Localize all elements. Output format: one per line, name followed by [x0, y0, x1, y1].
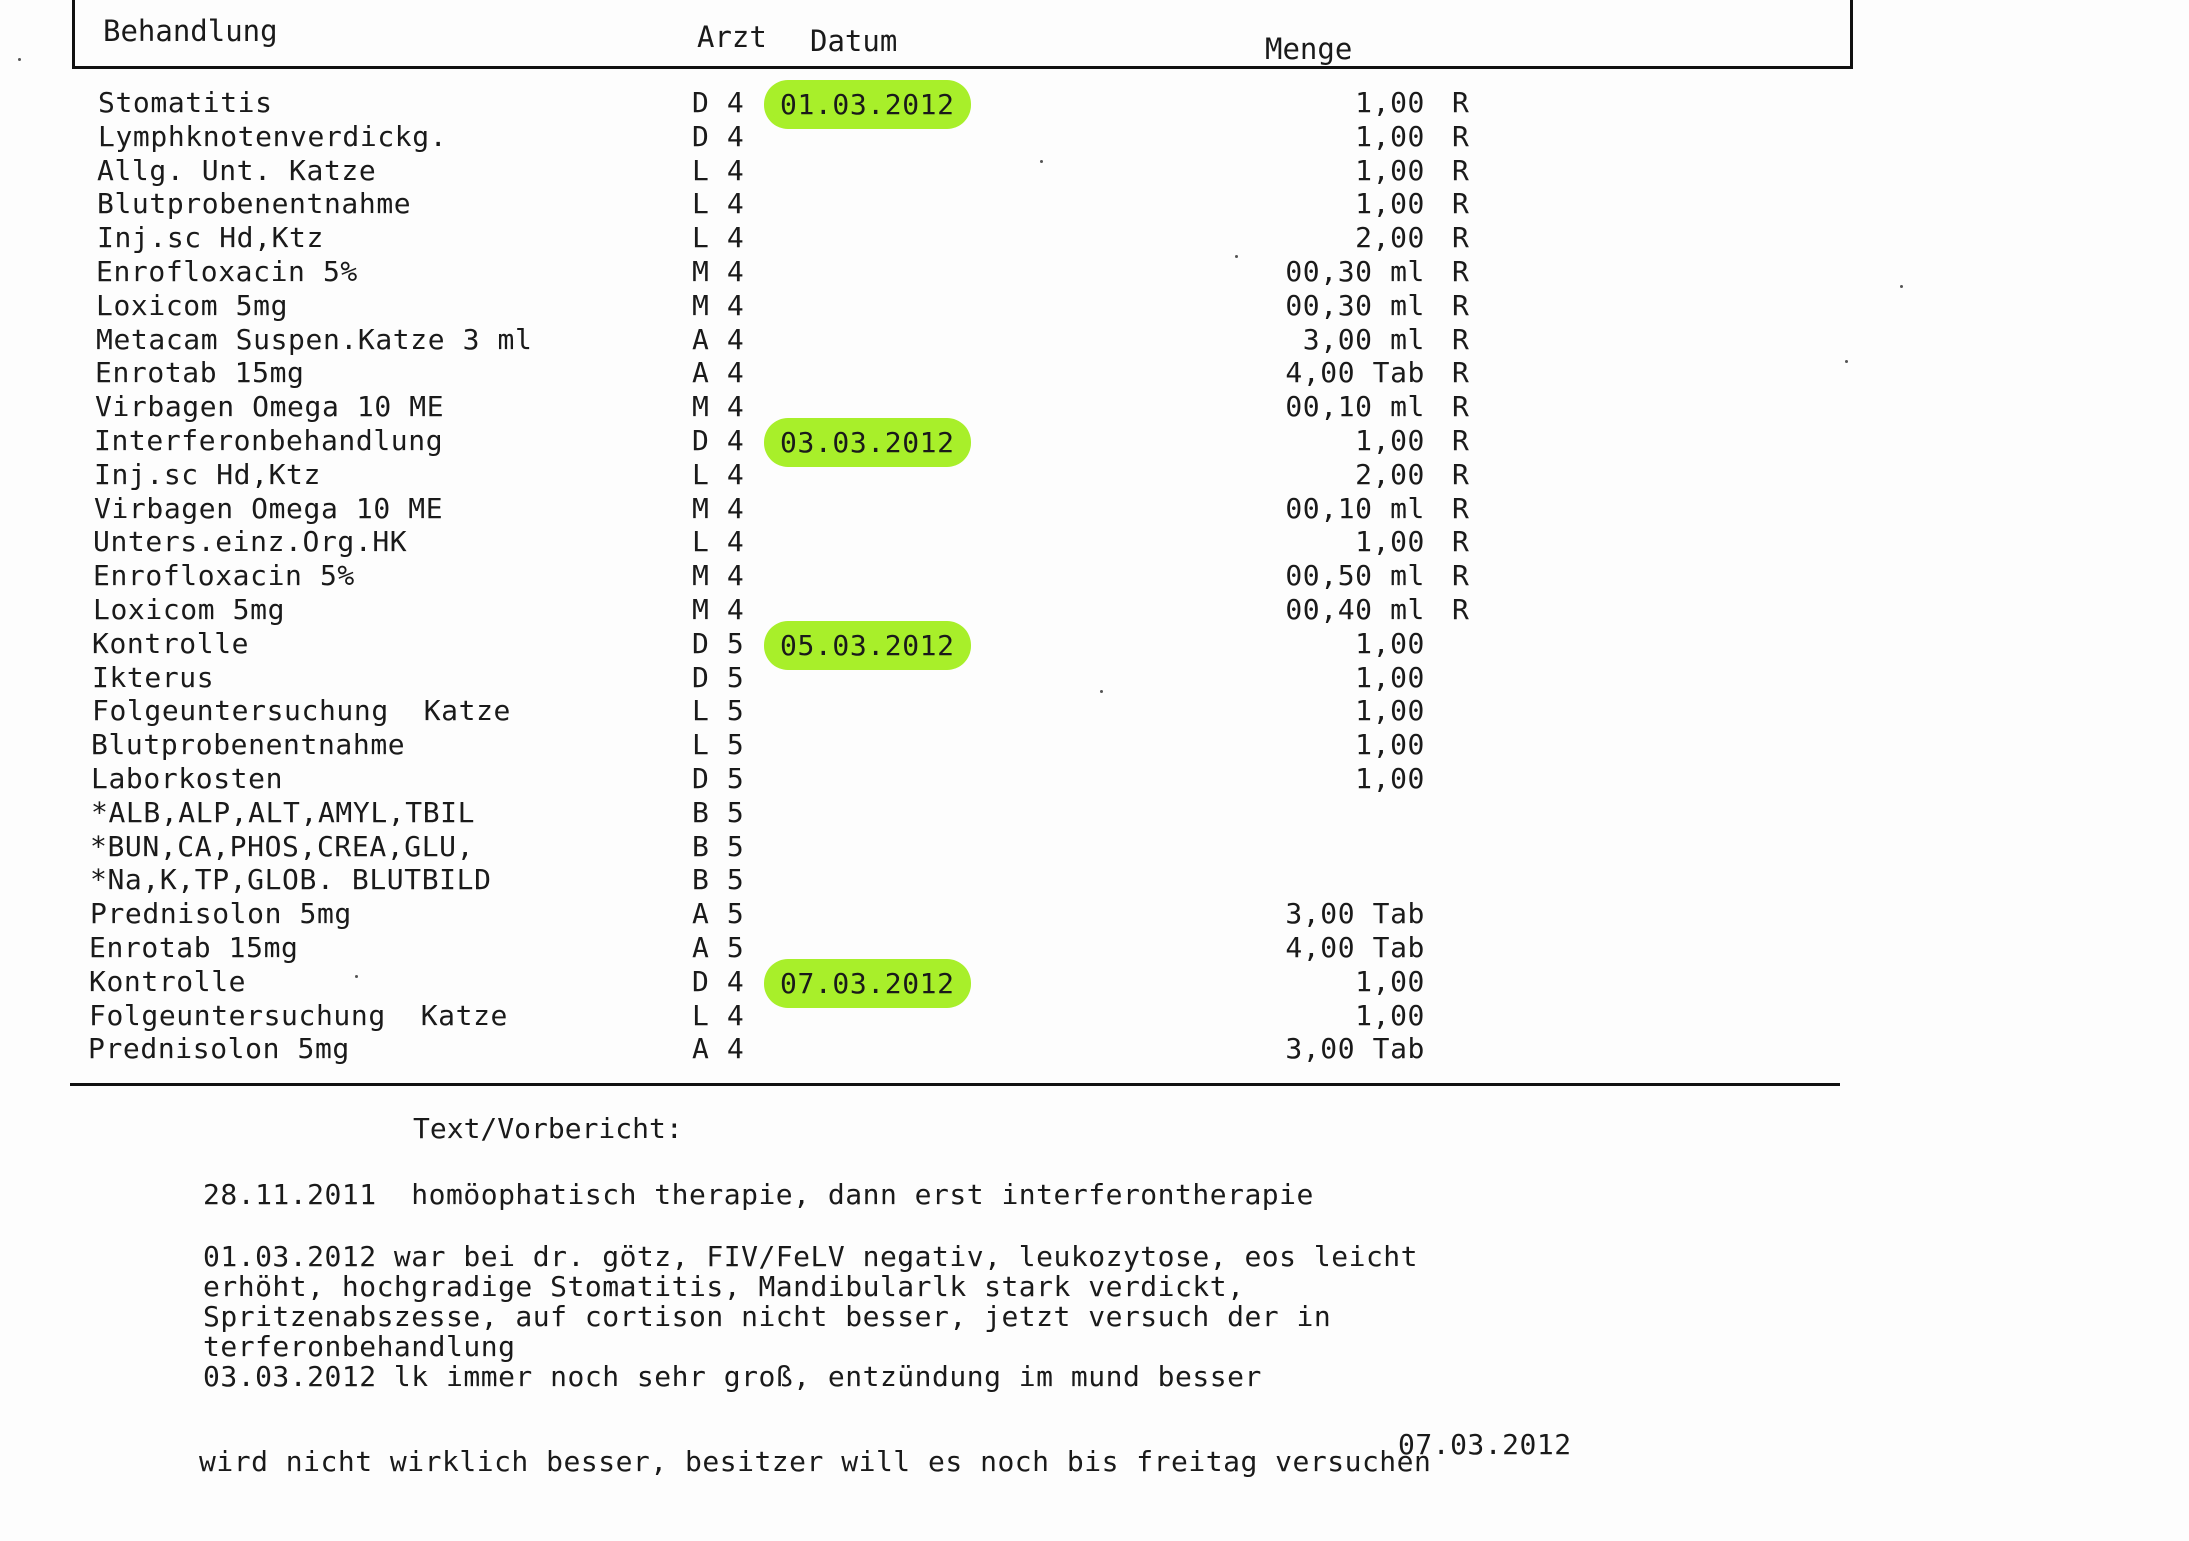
row-behandlung: Virbagen Omega 10 ME	[95, 390, 445, 424]
row-arzt: M 4	[692, 288, 745, 322]
table-row	[0, 86, 1500, 120]
row-r-flag: R	[1452, 86, 1470, 119]
row-menge: 00,30 ml	[1285, 255, 1425, 288]
table-row	[0, 627, 1500, 661]
scan-speck	[1845, 360, 1848, 363]
table-header	[72, 0, 1853, 69]
row-arzt: D 4	[692, 964, 745, 998]
scan-speck	[355, 975, 358, 978]
note-date-right: 07.03.2012	[1398, 1428, 1572, 1461]
row-menge: 1,00	[1355, 424, 1425, 457]
row-behandlung: Blutprobenentnahme	[97, 187, 412, 221]
table-row	[0, 863, 1500, 897]
scan-speck	[1235, 255, 1238, 258]
row-behandlung: Kontrolle	[89, 964, 247, 998]
row-menge: 1,00	[1355, 525, 1425, 559]
table-row	[0, 289, 1500, 323]
scan-speck	[18, 58, 21, 61]
row-arzt: M 4	[692, 559, 745, 593]
header-menge: Menge	[1265, 32, 1353, 66]
row-arzt: L 5	[692, 694, 745, 728]
row-r-flag: R	[1452, 424, 1470, 457]
row-r-flag: R	[1452, 525, 1470, 559]
table-row	[0, 830, 1500, 864]
row-r-flag: R	[1452, 288, 1470, 322]
header-datum: Datum	[810, 24, 898, 58]
row-behandlung: *ALB,ALP,ALT,AMYL,TBIL	[91, 795, 476, 829]
row-menge: 2,00	[1355, 221, 1425, 255]
scan-speck	[1040, 160, 1043, 163]
header-behandlung: Behandlung	[103, 14, 278, 48]
table-row	[0, 931, 1500, 965]
table-row	[0, 221, 1500, 255]
row-behandlung: Folgeuntersuchung Katze	[92, 694, 511, 728]
row-r-flag: R	[1452, 322, 1470, 356]
scan-speck	[1100, 690, 1103, 693]
row-menge: 1,00	[1355, 728, 1425, 762]
table-row	[0, 661, 1500, 695]
row-menge: 1,00	[1355, 998, 1425, 1032]
row-behandlung: Loxicom 5mg	[96, 288, 289, 322]
table-row	[0, 999, 1500, 1033]
row-menge: 3,00 Tab	[1285, 897, 1425, 931]
row-behandlung: Virbagen Omega 10 ME	[94, 491, 444, 525]
row-behandlung: Folgeuntersuchung Katze	[89, 998, 508, 1032]
row-arzt: M 4	[692, 390, 745, 424]
row-arzt: L 4	[692, 457, 745, 491]
row-behandlung: Enrofloxacin 5%	[96, 255, 358, 288]
row-behandlung: Allg. Unt. Katze	[97, 153, 377, 187]
header-arzt: Arzt	[697, 20, 767, 54]
row-menge: 1,00	[1355, 187, 1425, 221]
note-last-line: wird nicht wirklich besser, besitzer will es noch bis freitag versuchen	[199, 1445, 1432, 1478]
row-menge: 4,00 Tab	[1285, 931, 1425, 964]
row-behandlung: Inj.sc Hd,Ktz	[97, 221, 324, 255]
table-row	[0, 593, 1500, 627]
row-behandlung: Loxicom 5mg	[93, 593, 286, 626]
row-arzt: M 4	[692, 491, 745, 525]
row-menge: 1,00	[1355, 762, 1425, 795]
row-arzt: A 5	[692, 897, 745, 931]
row-behandlung: Ikterus	[92, 660, 215, 694]
row-r-flag: R	[1452, 491, 1470, 525]
row-r-flag: R	[1452, 255, 1470, 288]
row-behandlung: Unters.einz.Org.HK	[93, 525, 408, 559]
note-line-1: 28.11.2011 homöophatisch therapie, dann erst interferontherapie	[203, 1178, 1314, 1211]
row-menge: 1,00	[1355, 694, 1425, 728]
row-arzt: B 5	[692, 795, 745, 829]
row-arzt: L 5	[692, 728, 745, 762]
row-r-flag: R	[1452, 390, 1470, 424]
table-row	[0, 965, 1500, 999]
table-row	[0, 458, 1500, 492]
row-datum: 03.03.2012	[770, 424, 965, 461]
row-arzt: L 4	[692, 153, 745, 187]
row-behandlung: Laborkosten	[91, 762, 284, 795]
row-r-flag: R	[1452, 221, 1470, 255]
row-menge: 1,00	[1355, 964, 1425, 998]
row-menge: 1,00	[1355, 660, 1425, 694]
row-behandlung: Prednisolon 5mg	[90, 897, 352, 931]
row-behandlung: Enrotab 15mg	[95, 356, 305, 390]
row-behandlung: Lymphknotenverdickg.	[98, 119, 448, 153]
table-row	[0, 559, 1500, 593]
row-behandlung: *Na,K,TP,GLOB. BLUTBILD	[90, 863, 492, 897]
text-section-title: Text/Vorbericht:	[413, 1112, 683, 1145]
row-r-flag: R	[1452, 559, 1470, 593]
table-row	[0, 762, 1500, 796]
row-behandlung: Inj.sc Hd,Ktz	[94, 457, 321, 491]
row-arzt: L 4	[692, 221, 745, 255]
row-menge: 00,10 ml	[1285, 390, 1425, 424]
row-menge: 3,00 ml	[1302, 322, 1425, 356]
table-row	[0, 525, 1500, 559]
row-arzt: D 4	[692, 86, 745, 119]
row-r-flag: R	[1452, 119, 1470, 153]
row-datum: 07.03.2012	[770, 965, 965, 1002]
row-arzt: D 5	[692, 762, 745, 795]
row-arzt: D 4	[692, 424, 745, 457]
row-r-flag: R	[1452, 457, 1470, 491]
table-row	[0, 897, 1500, 931]
row-datum: 01.03.2012	[770, 86, 965, 123]
row-r-flag: R	[1452, 187, 1470, 221]
row-menge: 1,00	[1355, 626, 1425, 660]
row-arzt: L 4	[692, 525, 745, 559]
table-row	[0, 154, 1500, 188]
row-arzt: D 5	[692, 660, 745, 694]
row-menge: 00,30 ml	[1285, 288, 1425, 322]
row-behandlung: *BUN,CA,PHOS,CREA,GLU,	[90, 829, 475, 863]
table-row	[0, 356, 1500, 390]
row-behandlung: Prednisolon 5mg	[88, 1032, 350, 1066]
row-arzt: D 5	[692, 626, 745, 660]
scan-speck	[1900, 285, 1903, 288]
row-arzt: B 5	[692, 829, 745, 863]
row-arzt: M 4	[692, 255, 745, 288]
row-r-flag: R	[1452, 153, 1470, 187]
row-behandlung: Enrofloxacin 5%	[93, 559, 355, 593]
row-datum: 05.03.2012	[770, 627, 965, 664]
row-r-flag: R	[1452, 593, 1470, 626]
table-row	[0, 796, 1500, 830]
row-menge: 4,00 Tab	[1285, 356, 1425, 390]
row-arzt: D 4	[692, 119, 745, 153]
row-arzt: A 4	[692, 356, 745, 390]
table-row	[0, 255, 1500, 289]
table-row	[0, 1032, 1500, 1066]
row-menge: 00,50 ml	[1285, 559, 1425, 593]
row-arzt: M 4	[692, 593, 745, 626]
row-menge: 00,40 ml	[1285, 593, 1425, 626]
row-behandlung: Metacam Suspen.Katze 3 ml	[96, 322, 533, 356]
note-paragraph: 01.03.2012 war bei dr. götz, FIV/FeLV negativ, leukozytose, eos leicht erhöht, hochgradige Stomatitis, Mandibularlk stark verdickt, Spritzenabszesse, auf cortison nicht besser, jetzt versuch der in terferonbehandlung 03.03.2012 lk immer noch sehr groß, entzündung im mund besser	[203, 1240, 1419, 1393]
table-row	[0, 323, 1500, 357]
row-behandlung: Enrotab 15mg	[89, 931, 299, 964]
row-behandlung: Stomatitis	[98, 86, 273, 119]
row-menge: 1,00	[1355, 86, 1425, 119]
row-arzt: A 4	[692, 322, 745, 356]
row-arzt: A 5	[692, 931, 745, 964]
table-row	[0, 694, 1500, 728]
row-menge: 1,00	[1355, 119, 1425, 153]
table-row	[0, 120, 1500, 154]
table-row	[0, 424, 1500, 458]
table-row	[0, 390, 1500, 424]
row-arzt: L 4	[692, 998, 745, 1032]
table-row	[0, 187, 1500, 221]
row-menge: 3,00 Tab	[1285, 1032, 1425, 1066]
row-r-flag: R	[1452, 356, 1470, 390]
table-row	[0, 492, 1500, 526]
row-arzt: L 4	[692, 187, 745, 221]
row-behandlung: Kontrolle	[92, 626, 250, 660]
row-behandlung: Blutprobenentnahme	[91, 728, 406, 762]
row-arzt: A 4	[692, 1032, 745, 1066]
row-behandlung: Interferonbehandlung	[94, 424, 444, 457]
row-menge: 1,00	[1355, 153, 1425, 187]
table-bottom-rule	[70, 1083, 1840, 1086]
table-row	[0, 728, 1500, 762]
row-menge: 2,00	[1355, 457, 1425, 491]
row-arzt: B 5	[692, 863, 745, 897]
row-menge: 00,10 ml	[1285, 491, 1425, 525]
